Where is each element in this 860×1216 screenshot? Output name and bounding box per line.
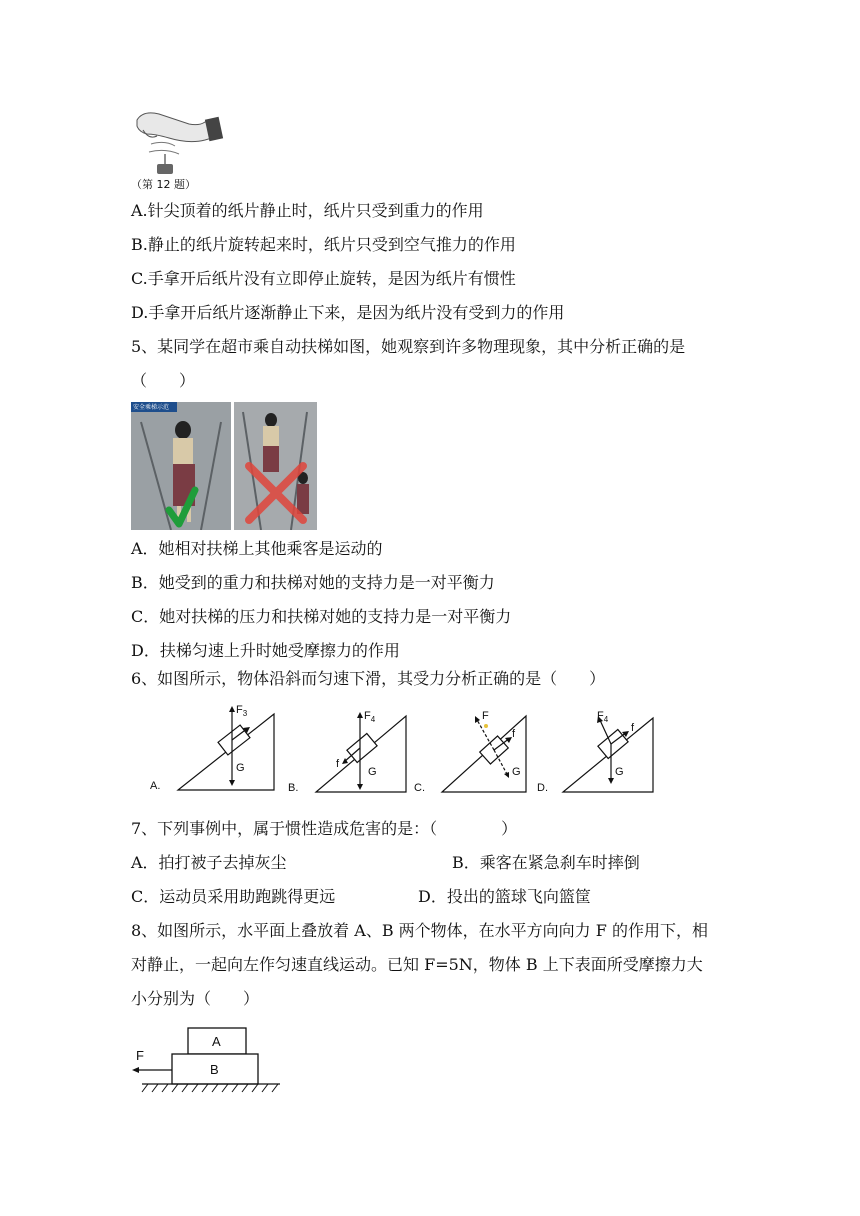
gravity-label: G	[512, 766, 521, 778]
figure-q12	[129, 100, 229, 192]
q5-stem-bracket: （ ）	[131, 371, 196, 390]
q4-option-d: D.手拿开后纸片逐渐静止下来，是因为纸片没有受到力的作用	[131, 303, 565, 322]
incline-figure-a	[148, 702, 283, 798]
stacked-blocks-figure	[128, 1024, 288, 1096]
incline-diagram-c	[412, 708, 532, 800]
q5-option-b: B．她受到的重力和扶梯对她的支持力是一对平衡力	[131, 573, 495, 592]
q5-option-d: D．扶梯匀速上升时她受摩擦力的作用	[131, 641, 400, 660]
incline-figure-c	[412, 708, 532, 800]
q4-option-a: A.针尖顶着的纸片静止时，纸片只受到重力的作用	[131, 201, 484, 220]
force-f-label: F	[136, 1048, 144, 1063]
q5-stem: 5、某同学在超市乘自动扶梯如图，她观察到许多物理现象，其中分析正确的是	[131, 337, 686, 356]
q8-stem-line1: 8、如图所示，水平面上叠放着 A、B 两个物体，在水平方向向力 F 的作用下，相	[131, 921, 708, 940]
photo-banner: 安全乘梯示范	[133, 405, 170, 411]
q8-stem-line3: 小分别为（ ）	[131, 989, 260, 1008]
force-label: F	[482, 710, 489, 722]
force-label: F	[597, 710, 604, 722]
incline-diagram-b	[286, 708, 416, 800]
incline-figure-d	[535, 708, 660, 800]
block-a-label: A	[212, 1034, 221, 1049]
escalator-photo	[131, 402, 317, 530]
figure-letter: B.	[288, 782, 299, 794]
friction-label: f	[512, 728, 516, 740]
figure-caption: （第 12 题）	[131, 178, 196, 191]
q7-option-b: B．乘客在紧急刹车时摔倒	[452, 853, 640, 872]
q8-stem-line2: 对静止，一起向左作匀速直线运动。已知 F=5N，物体 B 上下表面所受摩擦力大	[131, 955, 703, 974]
force-label: F	[236, 704, 243, 716]
gravity-label: G	[615, 766, 624, 778]
q7-stem: 7、下列事例中，属于惯性造成危害的是：（ ）	[131, 819, 518, 838]
escalator-scene	[131, 402, 317, 530]
q6-stem: 6、如图所示，物体沿斜而匀速下滑，其受力分析正确的是（ ）	[131, 669, 606, 688]
figure-letter: C.	[414, 782, 425, 794]
q7-option-d: D．投出的篮球飞向篮筐	[418, 887, 591, 906]
figure-letter: A.	[150, 780, 161, 792]
gravity-label: G	[368, 766, 377, 778]
q7-option-c: C．运动员采用助跑跳得更远	[131, 887, 336, 906]
force-subscript: 3	[242, 709, 248, 719]
gravity-label: G	[236, 762, 245, 774]
friction-label: f	[336, 758, 340, 770]
incline-diagram-a	[148, 702, 283, 798]
force-subscript: 4	[603, 715, 609, 725]
force-subscript: 4	[370, 715, 376, 725]
incline-figure-b	[286, 708, 416, 800]
stacked-blocks-diagram	[128, 1024, 288, 1096]
q5-option-c: C．她对扶梯的压力和扶梯对她的支持力是一对平衡力	[131, 607, 512, 626]
q4-option-c: C.手拿开后纸片没有立即停止旋转，是因为纸片有惯性	[131, 269, 516, 288]
force-label: F	[364, 710, 371, 722]
figure-letter: D.	[537, 782, 548, 794]
q4-option-b: B.静止的纸片旋转起来时，纸片只受到空气推力的作用	[131, 235, 516, 254]
friction-label: f	[631, 722, 635, 734]
q7-option-a: A．拍打被子去掉灰尘	[131, 853, 287, 872]
block-b-label: B	[210, 1062, 219, 1077]
q5-option-a: A．她相对扶梯上其他乘客是运动的	[131, 539, 383, 558]
